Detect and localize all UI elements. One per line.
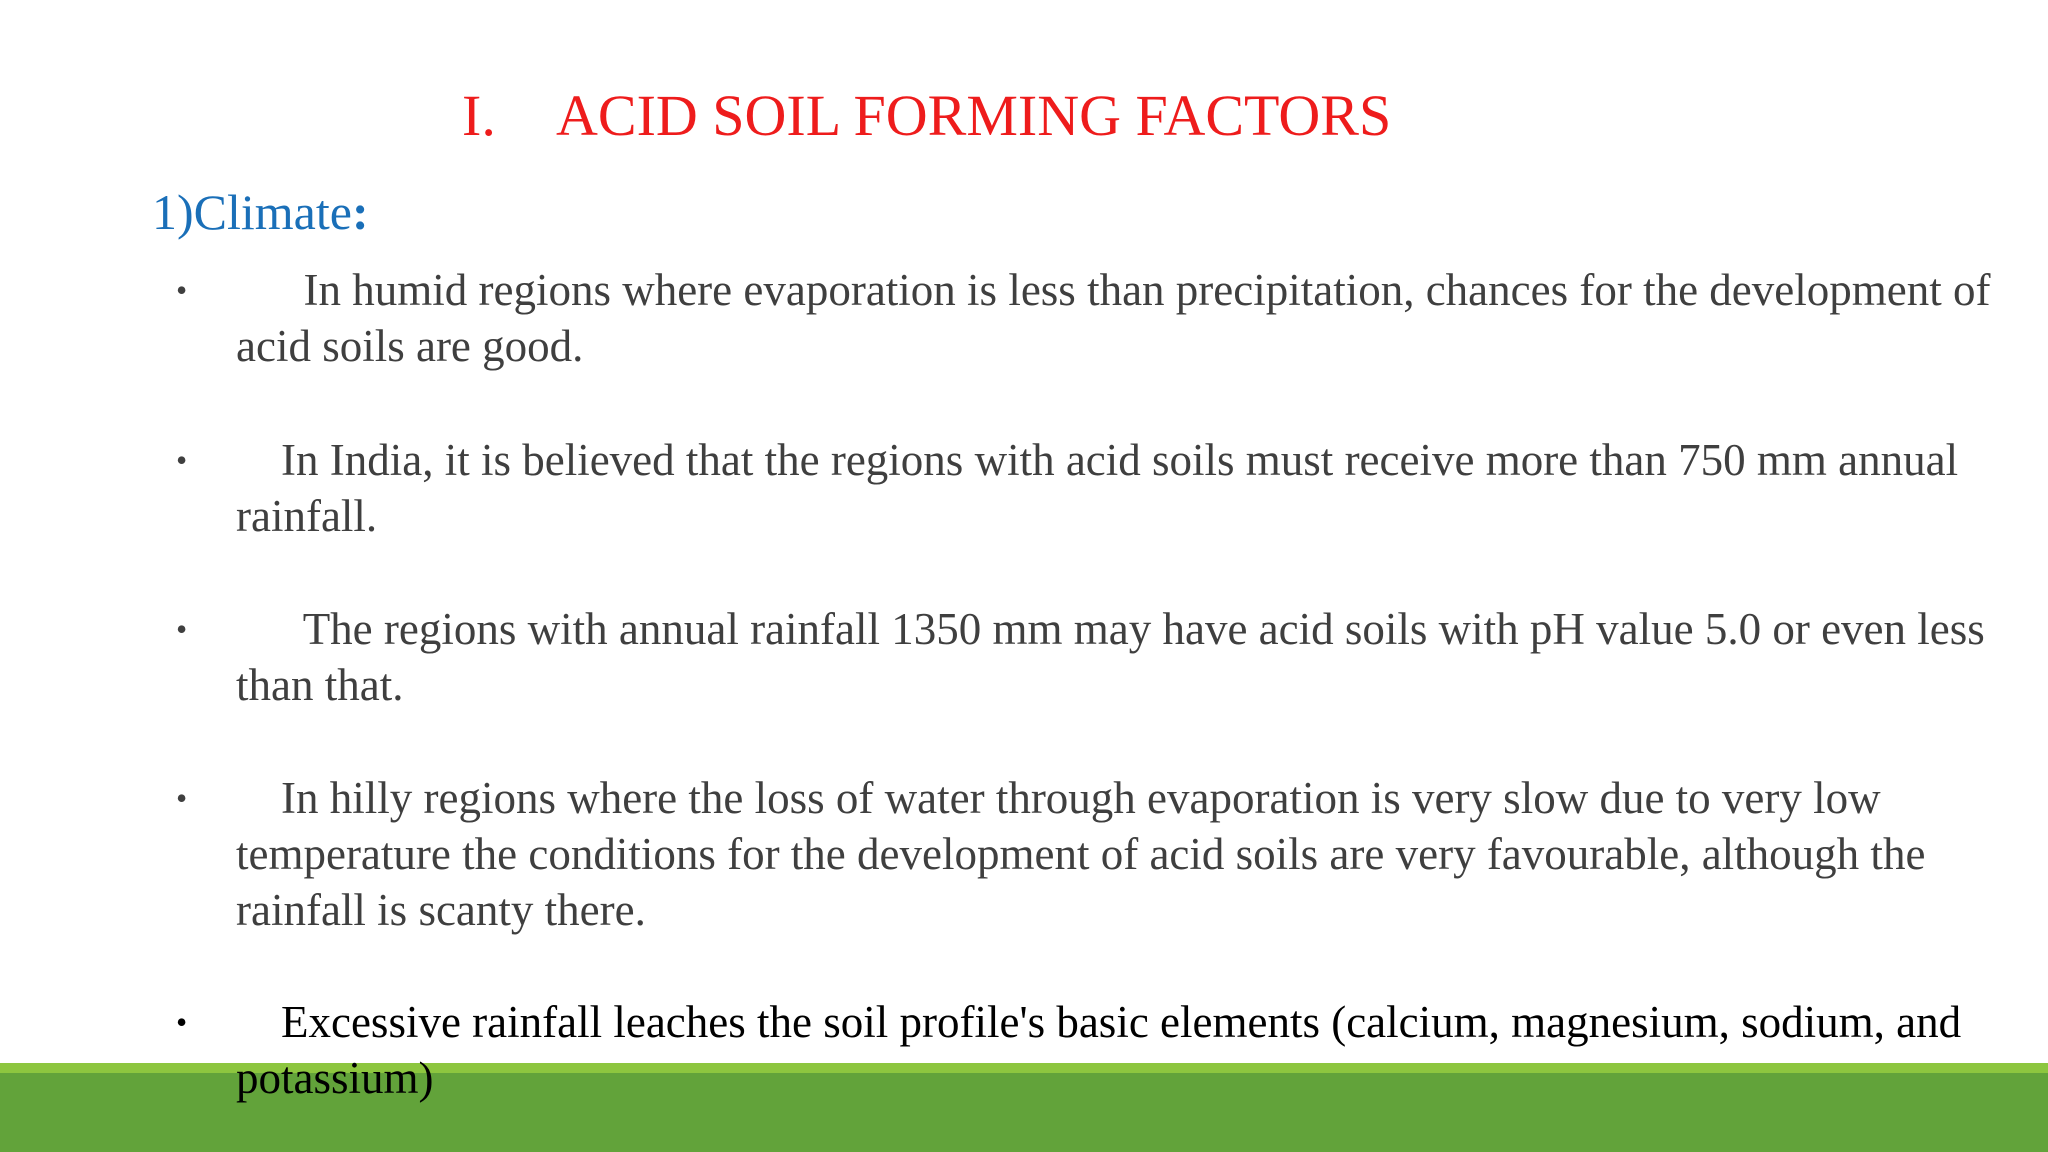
bullet-dot: • xyxy=(176,780,188,816)
bullet-text: In hilly regions where the loss of water through evaporation is very slow due to very low temperature the conditions for the development of acid soils are very favourable, although the rainfall is scanty there. xyxy=(236,773,1926,935)
bullet-dot: • xyxy=(176,611,188,647)
section-heading xyxy=(152,180,369,244)
title-text: ACID SOIL FORMING FACTORS xyxy=(556,83,1392,148)
bullet-dot: • xyxy=(176,272,188,308)
bullet-text: The regions with annual rainfall 1350 mm may have acid soils with pH value 5.0 or even less than that. xyxy=(236,604,1985,710)
bullet-dot: • xyxy=(176,442,188,478)
title-number: I. xyxy=(462,83,496,148)
bullet-dot: • xyxy=(176,1004,188,1040)
slide-title xyxy=(462,78,1391,154)
section-label: 1)Climate xyxy=(152,184,352,240)
bullet-text: Excessive rainfall leaches the soil profile's basic elements (calcium, magnesium, sodium, and potassium) xyxy=(236,997,1962,1103)
section-colon: : xyxy=(351,184,369,240)
bullet-text: In humid regions where evaporation is less than precipitation, chances for the development of acid soils are good. xyxy=(236,265,1991,371)
bullet-text: In India, it is believed that the regions with acid soils must receive more than 750 mm annual rainfall. xyxy=(236,435,1959,541)
